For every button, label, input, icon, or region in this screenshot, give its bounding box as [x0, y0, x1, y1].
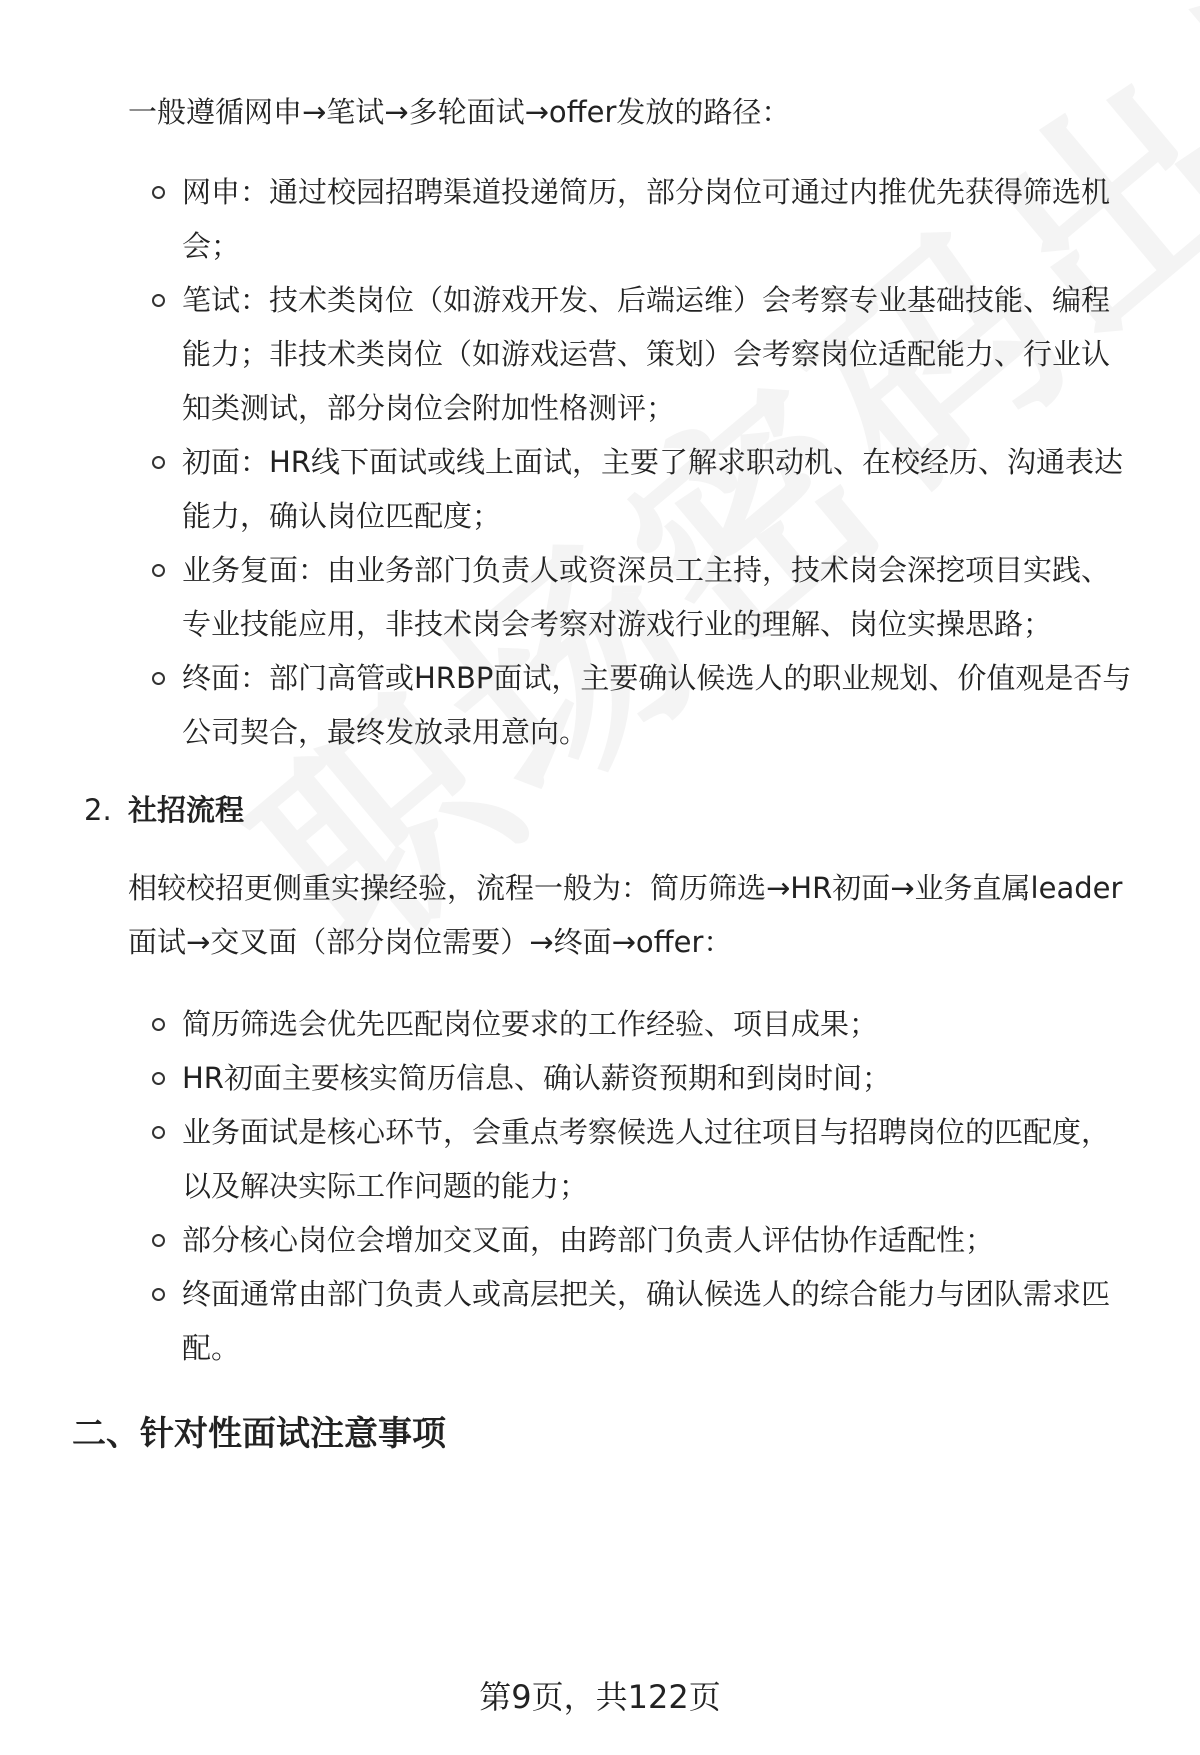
list-item-cont: 公司契合，最终发放录用意向。 [182, 715, 589, 749]
list-item: 部分核心岗位会增加交叉面，由跨部门负责人评估协作适配性； [182, 1223, 995, 1257]
bullet-dot-icon [152, 1072, 165, 1085]
section-number: 2. [84, 793, 112, 827]
chapter-heading: 二、针对性面试注意事项 [72, 1414, 446, 1454]
list-item: 简历筛选会优先匹配岗位要求的工作经验、项目成果； [182, 1007, 879, 1041]
bullet-dot-icon [152, 294, 165, 307]
bullet-dot-icon [152, 456, 165, 469]
bullet-dot-icon [152, 1288, 165, 1301]
list-item: 业务面试是核心环节，会重点考察候选人过往项目与招聘岗位的匹配度， [182, 1115, 1111, 1149]
list-item: 业务复面：由业务部门负责人或资深员工主持，技术岗会深挖项目实践、 [182, 553, 1111, 587]
bullet-dot-icon [152, 1018, 165, 1031]
list-item: 网申：通过校园招聘渠道投递简历，部分岗位可通过内推优先获得筛选机 [182, 175, 1111, 209]
list-item-cont: 能力；非技术类岗位（如游戏运营、策划）会考察岗位适配能力、行业认 [182, 337, 1111, 371]
list-item-cont: 以及解决实际工作问题的能力； [182, 1169, 589, 1203]
bullet-dot-icon [152, 564, 165, 577]
list-item: 初面：HR线下面试或线上面试，主要了解求职动机、在校经历、沟通表达 [182, 445, 1123, 479]
list-item-cont: 专业技能应用，非技术岗会考察对游戏行业的理解、岗位实操思路； [182, 607, 1053, 641]
list-item: 笔试：技术类岗位（如游戏开发、后端运维）会考察专业基础技能、编程 [182, 283, 1111, 317]
section-intro: 相较校招更侧重实操经验，流程一般为：简历筛选→HR初面→业务直属leader [128, 871, 1123, 905]
bullet-dot-icon [152, 1126, 165, 1139]
list-item-cont: 会； [182, 229, 241, 263]
list-item: HR初面主要核实简历信息、确认薪资预期和到岗时间； [182, 1061, 891, 1095]
list-item-cont: 知类测试，部分岗位会附加性格测评； [182, 391, 676, 425]
bullet-dot-icon [152, 672, 165, 685]
list-item-cont: 能力，确认岗位匹配度； [182, 499, 502, 533]
section-intro-cont: 面试→交叉面（部分岗位需要）→终面→offer： [128, 925, 733, 959]
bullet-dot-icon [152, 1234, 165, 1247]
bullet-dot-icon [152, 186, 165, 199]
page-number: 第9页，共122页 [479, 1678, 721, 1716]
intro-paragraph: 一般遵循网申→笔试→多轮面试→offer发放的路径： [128, 95, 791, 129]
list-item-cont: 配。 [182, 1331, 241, 1365]
section-title: 社招流程 [128, 793, 245, 827]
list-item: 终面通常由部门负责人或高层把关，确认候选人的综合能力与团队需求匹 [182, 1277, 1111, 1311]
list-item: 终面：部门高管或HRBP面试，主要确认候选人的职业规划、价值观是否与 [182, 661, 1132, 695]
